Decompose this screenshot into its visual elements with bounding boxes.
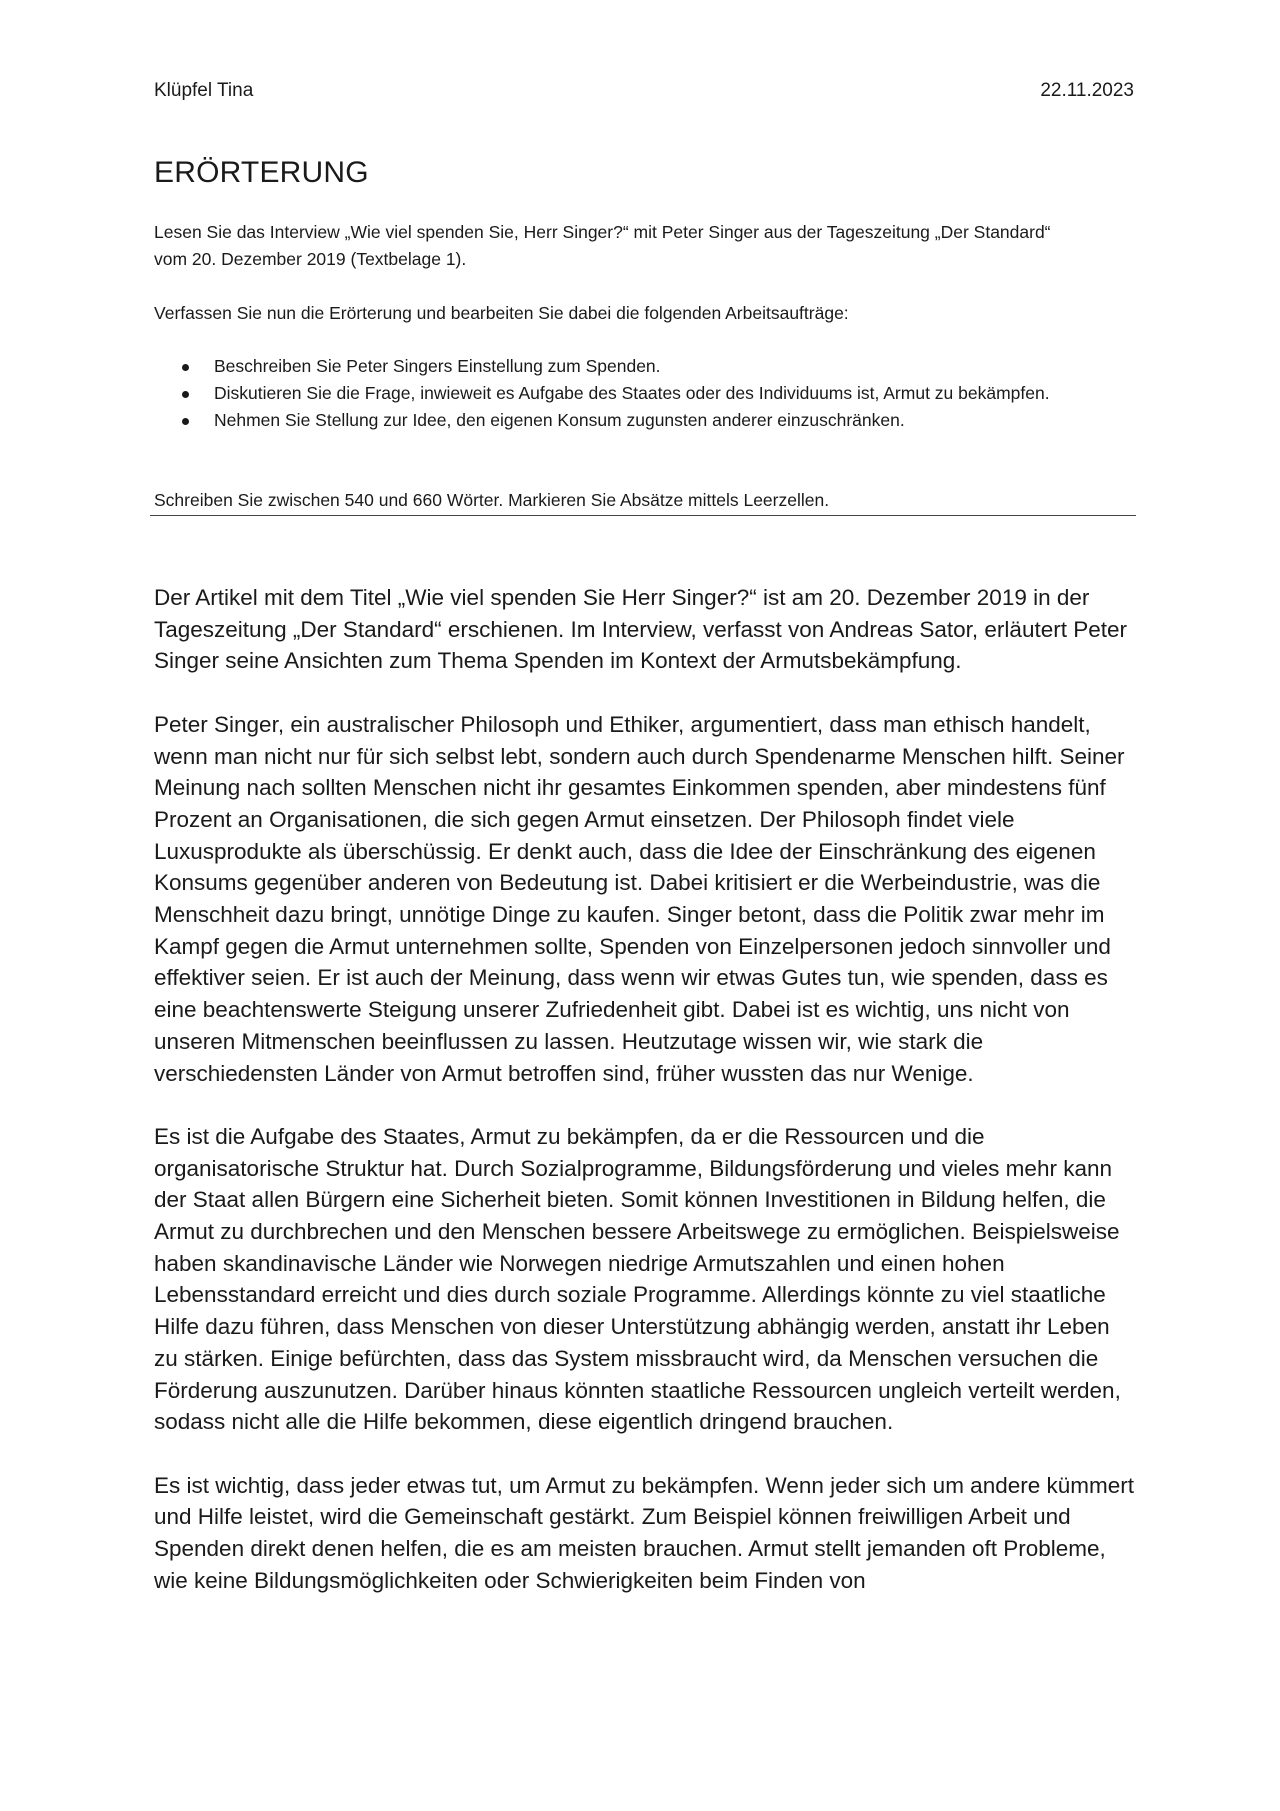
task-instruction: Verfassen Sie nun die Erörterung und bearbeiten Sie dabei die folgenden Arbeitsaufträge: bbox=[154, 303, 849, 323]
task-item-text: Beschreiben Sie Peter Singers Einstellung zum Spenden. bbox=[214, 356, 661, 376]
word-count-note: Schreiben Sie zwischen 540 und 660 Wörter. Markieren Sie Absätze mittels Leerzellen. bbox=[154, 490, 830, 510]
author-name: Klüpfel Tina bbox=[154, 80, 254, 101]
task-intro: Lesen Sie das Interview „Wie viel spenden Sie, Herr Singer?“ mit Peter Singer aus der Tageszeitung „Der Standard“ vom 20. Dezember 2019 (Textbelage 1). bbox=[154, 222, 1051, 269]
essay-paragraph: Der Artikel mit dem Titel „Wie viel spenden Sie Herr Singer?“ ist am 20. Dezember 2019 in der Tageszeitung „Der Standard“ erschienen. Im Interview, verfasst von Andreas Sator, erläutert Peter Singer seine Ansichten zum Thema Spenden im Kontext der Armutsbekämpfung. bbox=[154, 585, 1127, 674]
bullet-icon bbox=[182, 418, 189, 425]
page-header bbox=[154, 80, 1134, 106]
list-item bbox=[154, 380, 1054, 407]
bullet-icon bbox=[182, 364, 189, 371]
section-divider bbox=[150, 515, 1136, 516]
bullet-icon bbox=[182, 391, 189, 398]
list-item bbox=[154, 353, 1054, 380]
document-date: 22.11.2023 bbox=[1040, 80, 1134, 101]
task-item-text: Diskutieren Sie die Frage, inwieweit es Aufgabe des Staates oder des Individuums ist, Armut zu bekämpfen. bbox=[214, 383, 1050, 403]
essay-body bbox=[154, 582, 1139, 1628]
essay-paragraph: Es ist die Aufgabe des Staates, Armut zu bekämpfen, da er die Ressourcen und die organisatorische Struktur hat. Durch Sozialprogramme, Bildungsförderung und vieles mehr kann der Staat allen Bürgern eine Sicherheit bieten. Somit können Investitionen in Bildung helfen, die Armut zu durchbrechen und den Menschen bessere Arbeitswege zu ermöglichen. Beispielsweise haben skandinavische Länder wie Norwegen niedrige Armutszahlen und einen hohen Lebensstandard erreicht und dies durch soziale Programme. Allerdings könnte zu viel staatliche Hilfe dazu führen, dass Menschen von dieser Unterstützung abhängig werden, anstatt ihr Leben zu stärken. Einige befürchten, dass das System missbraucht wird, da Menschen versuchen die Förderung auszunutzen. Darüber hinaus könnten staatliche Ressourcen ungleich verteilt werden, sodass nicht alle die Hilfe bekommen, diese eigentlich dringend brauchen. bbox=[154, 1123, 1121, 1435]
task-list bbox=[154, 353, 1054, 434]
essay-paragraph: Es ist wichtig, dass jeder etwas tut, um Armut zu bekämpfen. Wenn jeder sich um andere kümmert und Hilfe leistet, wird die Gemeinschaft gestärkt. Zum Beispiel können freiwilligen Arbeit und Spenden direkt denen helfen, die es am meisten brauchen. Armut stellt jemanden oft Probleme, wie keine Bildungsmöglichkeiten oder Schwierigkeiten beim Finden von bbox=[154, 1472, 1135, 1593]
page-title: ERÖRTERUNG bbox=[154, 156, 369, 189]
list-item bbox=[154, 407, 1054, 434]
task-item-text: Nehmen Sie Stellung zur Idee, den eigenen Konsum zugunsten anderer einzuschränken. bbox=[214, 410, 905, 430]
essay-paragraph: Peter Singer, ein australischer Philosoph und Ethiker, argumentiert, dass man ethisch handelt, wenn man nicht nur für sich selbst lebt, sondern auch durch Spendenarme Menschen hilft. Seiner Meinung nach sollten Menschen nicht ihr gesamtes Einkommen spenden, aber mindestens fünf Prozent an Organisationen, die sich gegen Armut einsetzen. Der Philosoph findet viele Luxusprodukte als überschüssig. Er denkt auch, dass die Idee der Einschränkung des eigenen Konsums gegenüber anderen von Bedeutung ist. Dabei kritisiert er die Werbeindustrie, was die Menschheit dazu bringt, unnötige Dinge zu kaufen. Singer betont, dass die Politik zwar mehr im Kampf gegen die Armut unternehmen sollte, Spenden von Einzelpersonen jedoch sinnvoller und effektiver seien. Er ist auch der Meinung, dass wenn wir etwas Gutes tun, wie spenden, dass es eine beachtenswerte Steigung unserer Zufriedenheit gibt. Dabei ist es wichtig, uns nicht von unseren Mitmenschen beeinflussen zu lassen. Heutzutage wissen wir, wie stark die verschiedensten Länder von Armut betroffen sind, früher wussten das nur Wenige. bbox=[154, 711, 1125, 1086]
